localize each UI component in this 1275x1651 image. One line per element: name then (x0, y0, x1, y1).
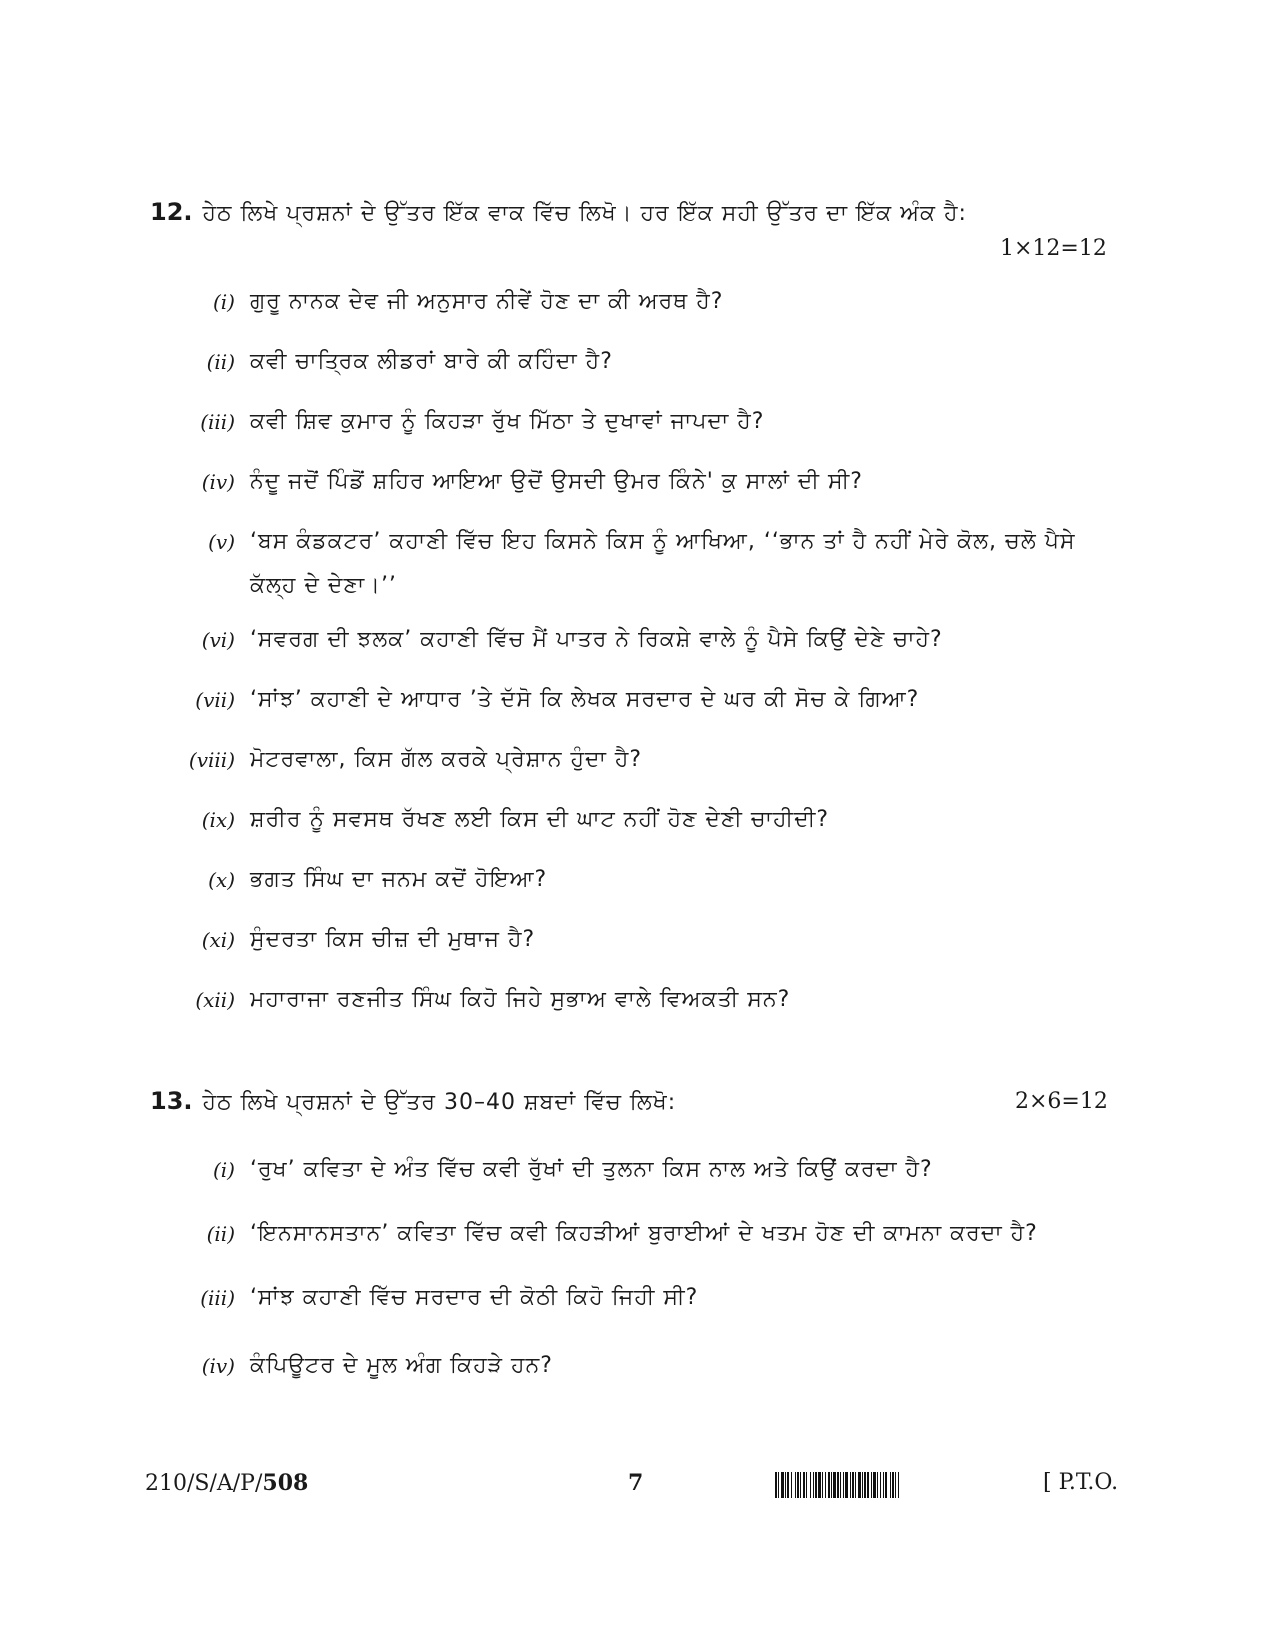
paper-code-number: 508 (262, 1470, 309, 1496)
pto-label: [ P.T.O. (1043, 1470, 1119, 1495)
page-number: 7 (628, 1470, 644, 1496)
item-text: ਗੁਰੂ ਨਾਨਕ ਦੇਵ ਜੀ ਅਨੁਸਾਰ ਨੀਵੇਂ ਹੋਣ ਦਾ ਕੀ ਅਰਥ ਹੈ? (250, 289, 724, 314)
item-text: ‘ਰੁਖ’ ਕਵਿਤਾ ਦੇ ਅੰਤ ਵਿੱਚ ਕਵੀ ਰੁੱਖਾਂ ਦੀ ਤੁਲਨਾ ਕਿਸ ਨਾਲ ਅਤੇ ਕਿਉਂ ਕਰਦਾ ਹੈ? (250, 1157, 933, 1182)
question-13-heading (150, 1085, 676, 1119)
item-number: (xi) (201, 928, 235, 952)
item-number: (x) (208, 868, 235, 892)
item-number: (viii) (188, 748, 235, 772)
item-number: (iv) (201, 1354, 235, 1378)
question-number: 12. (150, 198, 193, 226)
item-text: ਨੰਦੂ ਜਦੋਂ ਪਿੰਡੋਂ ਸ਼ਹਿਰ ਆਇਆ ਉਦੋਂ ਉਸਦੀ ਉਮਰ ਕਿੰਨੇ' ਕੁ ਸਾਲਾਂ ਦੀ ਸੀ? (250, 469, 863, 494)
question-number: 13. (150, 1087, 193, 1115)
page-footer (0, 1470, 1275, 1510)
item-text: ਮਹਾਰਾਜਾ ਰਣਜੀਤ ਸਿੰਘ ਕਿਹੋ ਜਿਹੇ ਸੁਭਾਅ ਵਾਲੇ ਵਿਅਕਤੀ ਸਨ? (250, 987, 791, 1012)
question-text: ਹੇਠ ਲਿਖੇ ਪ੍ਰਸ਼ਨਾਂ ਦੇ ਉੱਤਰ ਇੱਕ ਵਾਕ ਵਿੱਚ ਲਿਖੋ। ਹਰ ਇੱਕ ਸਹੀ ਉੱਤਰ ਦਾ ਇੱਕ ਅੰਕ ਹੈ: (202, 201, 967, 226)
barcode-icon (775, 1472, 1038, 1498)
item-text: ‘ਇਨਸਾਨਸਤਾਨ’ ਕਵਿਤਾ ਵਿੱਚ ਕਵੀ ਕਿਹੜੀਆਂ ਬੁਰਾਈਆਂ ਦੇ ਖਤਮ ਹੋਣ ਦੀ ਕਾਮਨਾ ਕਰਦਾ ਹੈ? (250, 1221, 1038, 1246)
item-text: ‘ਸਾਂਝ’ ਕਹਾਣੀ ਦੇ ਆਧਾਰ ’ਤੇ ਦੱਸੋ ਕਿ ਲੇਖਕ ਸਰਦਾਰ ਦੇ ਘਰ ਕੀ ਸੋਚ ਕੇ ਗਿਆ? (250, 687, 920, 712)
item-text: ਕਵੀ ਚਾਤ੍ਰਿਕ ਲੀਡਰਾਂ ਬਾਰੇ ਕੀ ਕਹਿੰਦਾ ਹੈ? (250, 349, 613, 374)
item-number: (ii) (206, 350, 235, 374)
item-text: ‘ਸਵਰਗ ਦੀ ਝਲਕ’ ਕਹਾਣੀ ਵਿੱਚ ਮੈਂ ਪਾਤਰ ਨੇ ਰਿਕਸ਼ੇ ਵਾਲੇ ਨੂੰ ਪੈਸੇ ਕਿਉਂ ਦੇਣੇ ਚਾਹੇ? (250, 627, 943, 652)
item-text: ਭਗਤ ਸਿੰਘ ਦਾ ਜਨਮ ਕਦੋਂ ਹੋਇਆ? (250, 867, 548, 892)
item-number: (ii) (206, 1222, 235, 1246)
item-number: (iii) (200, 1286, 235, 1310)
item-number: (iv) (201, 470, 235, 494)
question-12-heading (150, 196, 967, 230)
item-number: (v) (208, 530, 235, 554)
item-text: ਮੋਟਰਵਾਲਾ, ਕਿਸ ਗੱਲ ਕਰਕੇ ਪ੍ਰੇਸ਼ਾਨ ਹੁੰਦਾ ਹੈ? (250, 747, 643, 772)
item-text: ਸ਼ਰੀਰ ਨੂੰ ਸਵਸਥ ਰੱਖਣ ਲਈ ਕਿਸ ਦੀ ਘਾਟ ਨਹੀਂ ਹੋਣ ਦੇਣੀ ਚਾਹੀਦੀ? (250, 807, 830, 832)
item-text: ‘ਸਾਂਝ ਕਹਾਣੀ ਵਿੱਚ ਸਰਦਾਰ ਦੀ ਕੋਠੀ ਕਿਹੋ ਜਿਹੀ ਸੀ? (250, 1285, 699, 1310)
item-text: ‘ਬਸ ਕੰਡਕਟਰ’ ਕਹਾਣੀ ਵਿੱਚ ਇਹ ਕਿਸਨੇ ਕਿਸ ਨੂੰ ਆਖਿਆ, ‘‘ਭਾਨ ਤਾਂ ਹੈ ਨਹੀਂ ਮੇਰੇ ਕੋਲ, ਚਲੋ ਪੈਸੇ ਕੱਲ੍ਹ ਦੇ ਦੇਣਾ।’’ (250, 529, 1076, 598)
paper-code-prefix: 210/S/A/P/ (145, 1471, 263, 1496)
question-marks: 2×6=12 (1015, 1089, 1108, 1114)
item-number: (ix) (201, 808, 235, 832)
item-number: (i) (212, 290, 235, 314)
item-number: (vi) (201, 628, 235, 652)
item-text: ਕਵੀ ਸ਼ਿਵ ਕੁਮਾਰ ਨੂੰ ਕਿਹੜਾ ਰੁੱਖ ਮਿੱਠਾ ਤੇ ਦੁਖਾਵਾਂ ਜਾਪਦਾ ਹੈ? (250, 409, 765, 434)
item-text: ਕੰਪਿਊਟਰ ਦੇ ਮੂਲ ਅੰਗ ਕਿਹੜੇ ਹਨ? (250, 1353, 553, 1378)
paper-code (145, 1470, 308, 1496)
item-number: (i) (212, 1158, 235, 1182)
item-number: (vii) (195, 688, 235, 712)
question-text: ਹੇਠ ਲਿਖੇ ਪ੍ਰਸ਼ਨਾਂ ਦੇ ਉੱਤਰ 30–40 ਸ਼ਬਦਾਂ ਵਿੱਚ ਲਿਖੋ: (202, 1090, 677, 1115)
item-number: (iii) (200, 410, 235, 434)
item-number: (xii) (195, 988, 235, 1012)
item-text: ਸੁੰਦਰਤਾ ਕਿਸ ਚੀਜ਼ ਦੀ ਮੁਥਾਜ ਹੈ? (250, 927, 536, 952)
question-marks: 1×12=12 (1000, 236, 1107, 261)
